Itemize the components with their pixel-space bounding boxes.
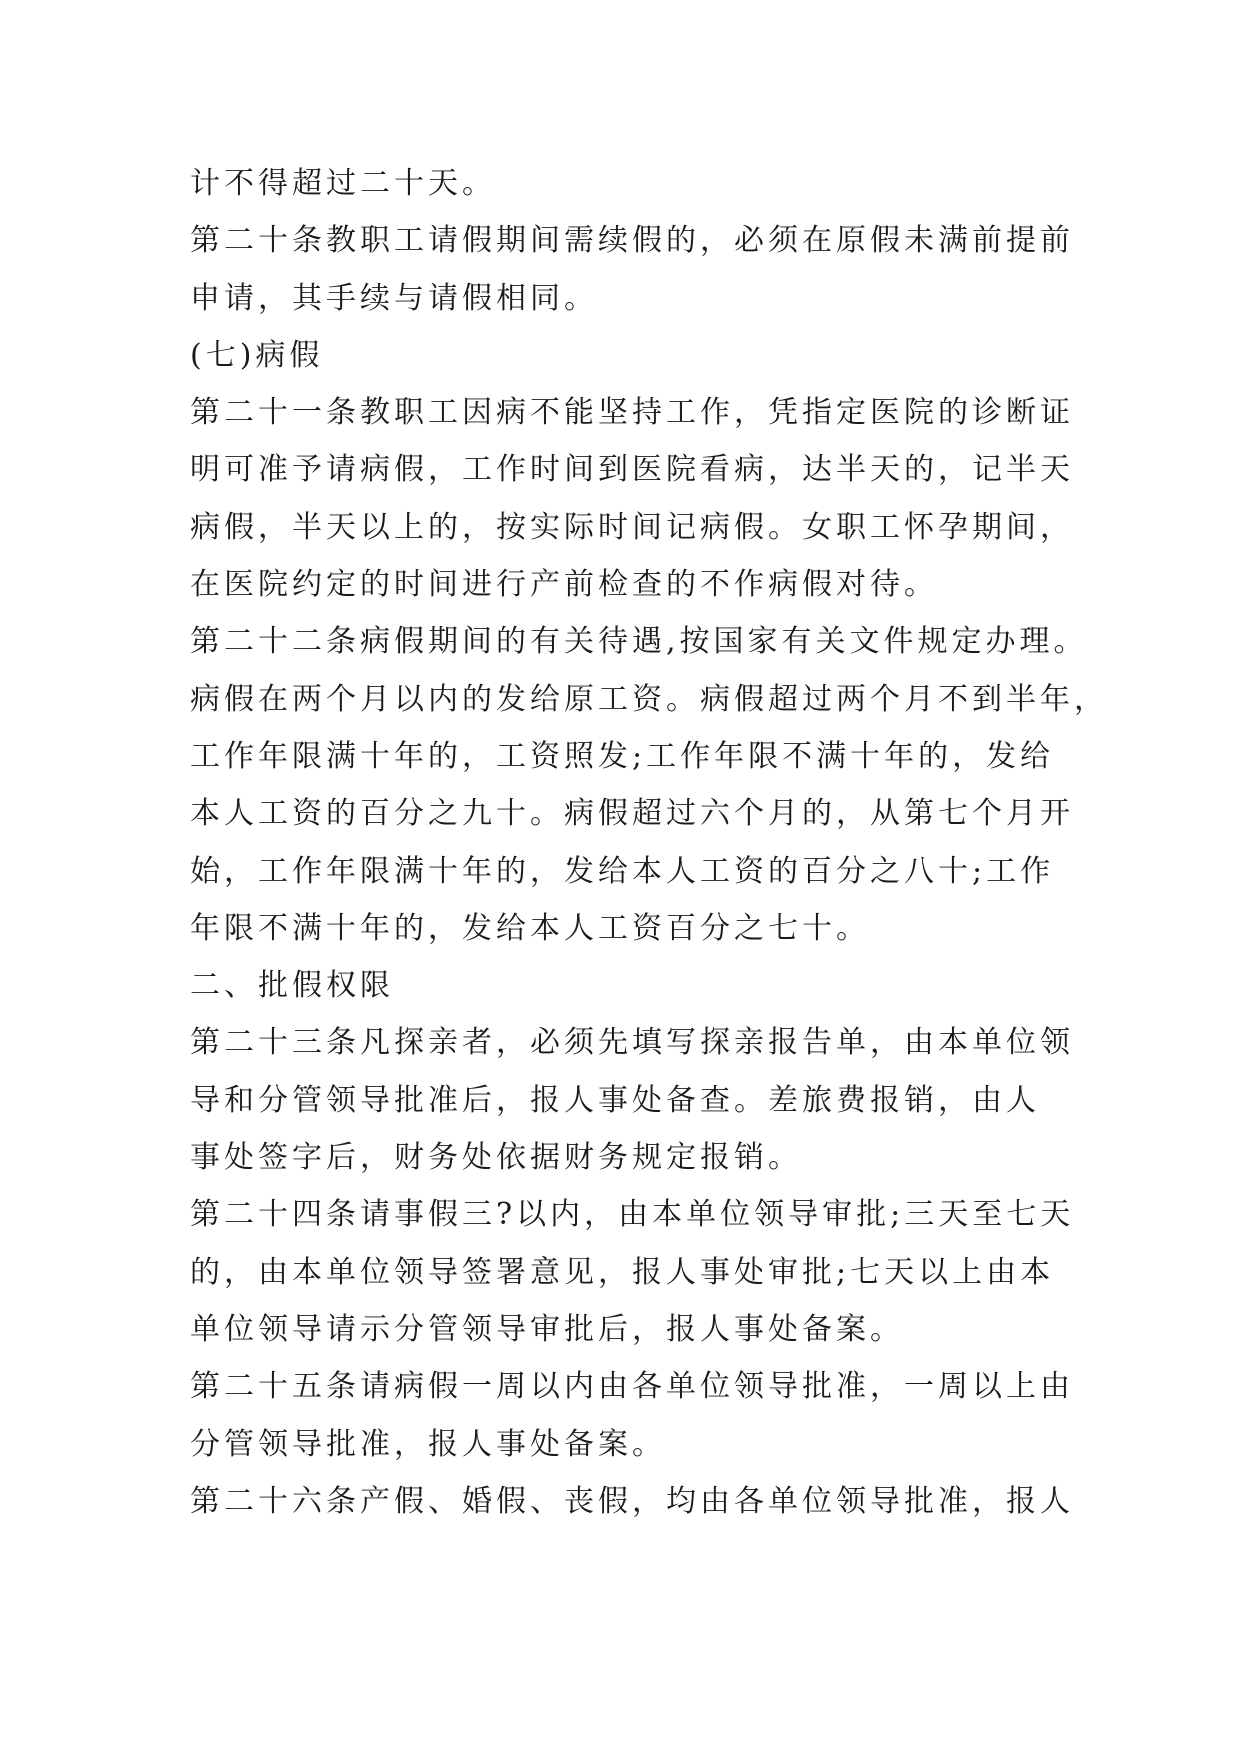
text-line: 明可准予请病假，工作时间到医院看病，达半天的，记半天: [190, 452, 1074, 488]
text-line: 分管领导批准，报人事处备案。: [190, 1426, 666, 1462]
text-line: 在医院约定的时间进行产前检查的不作病假对待。: [190, 567, 938, 603]
section-heading: (七)病假: [190, 337, 324, 373]
text-line: 第二十二条病假期间的有关待遇,按国家有关文件规定办理。: [190, 624, 1088, 660]
text-line: 第二十六条产假、婚假、丧假，均由各单位领导批准，报人: [190, 1483, 1074, 1519]
text-line: 第二十三条凡探亲者，必须先填写探亲报告单，由本单位领: [190, 1025, 1074, 1061]
document-body: [190, 155, 1108, 1530]
text-line: 病假，半天以上的，按实际时间记病假。女职工怀孕期间，: [190, 509, 1074, 545]
text-line: 事处签字后，财务处依据财务规定报销。: [190, 1140, 802, 1176]
text-line: 第二十四条请事假三?以内，由本单位领导审批;三天至七天: [190, 1197, 1075, 1233]
text-line: 计不得超过二十天。: [190, 166, 496, 201]
text-line: 第二十条教职工请假期间需续假的，必须在原假未满前提前: [190, 223, 1074, 259]
text-line: 的，由本单位领导签署意见，报人事处审批;七天以上由本: [190, 1254, 1055, 1290]
text-line: 病假在两个月以内的发给原工资。病假超过两个月不到半年，: [190, 681, 1108, 717]
section-heading: 二、批假权限: [190, 968, 394, 1004]
text-line: 第二十一条教职工因病不能坚持工作，凭指定医院的诊断证: [190, 395, 1074, 431]
text-line: 工作年限满十年的，工资照发;工作年限不满十年的，发给: [190, 738, 1055, 774]
text-line: 申请，其手续与请假相同。: [190, 280, 598, 316]
text-line: 单位领导请示分管领导审批后，报人事处备案。: [190, 1311, 904, 1347]
text-line: 本人工资的百分之九十。病假超过六个月的，从第七个月开: [190, 796, 1074, 832]
text-line: 导和分管领导批准后，报人事处备查。差旅费报销，由人: [190, 1082, 1040, 1118]
text-line: 始，工作年限满十年的，发给本人工资的百分之八十;工作: [190, 853, 1055, 889]
text-line: 第二十五条请病假一周以内由各单位领导批准，一周以上由: [190, 1369, 1074, 1405]
text-line: 年限不满十年的，发给本人工资百分之七十。: [190, 910, 870, 946]
